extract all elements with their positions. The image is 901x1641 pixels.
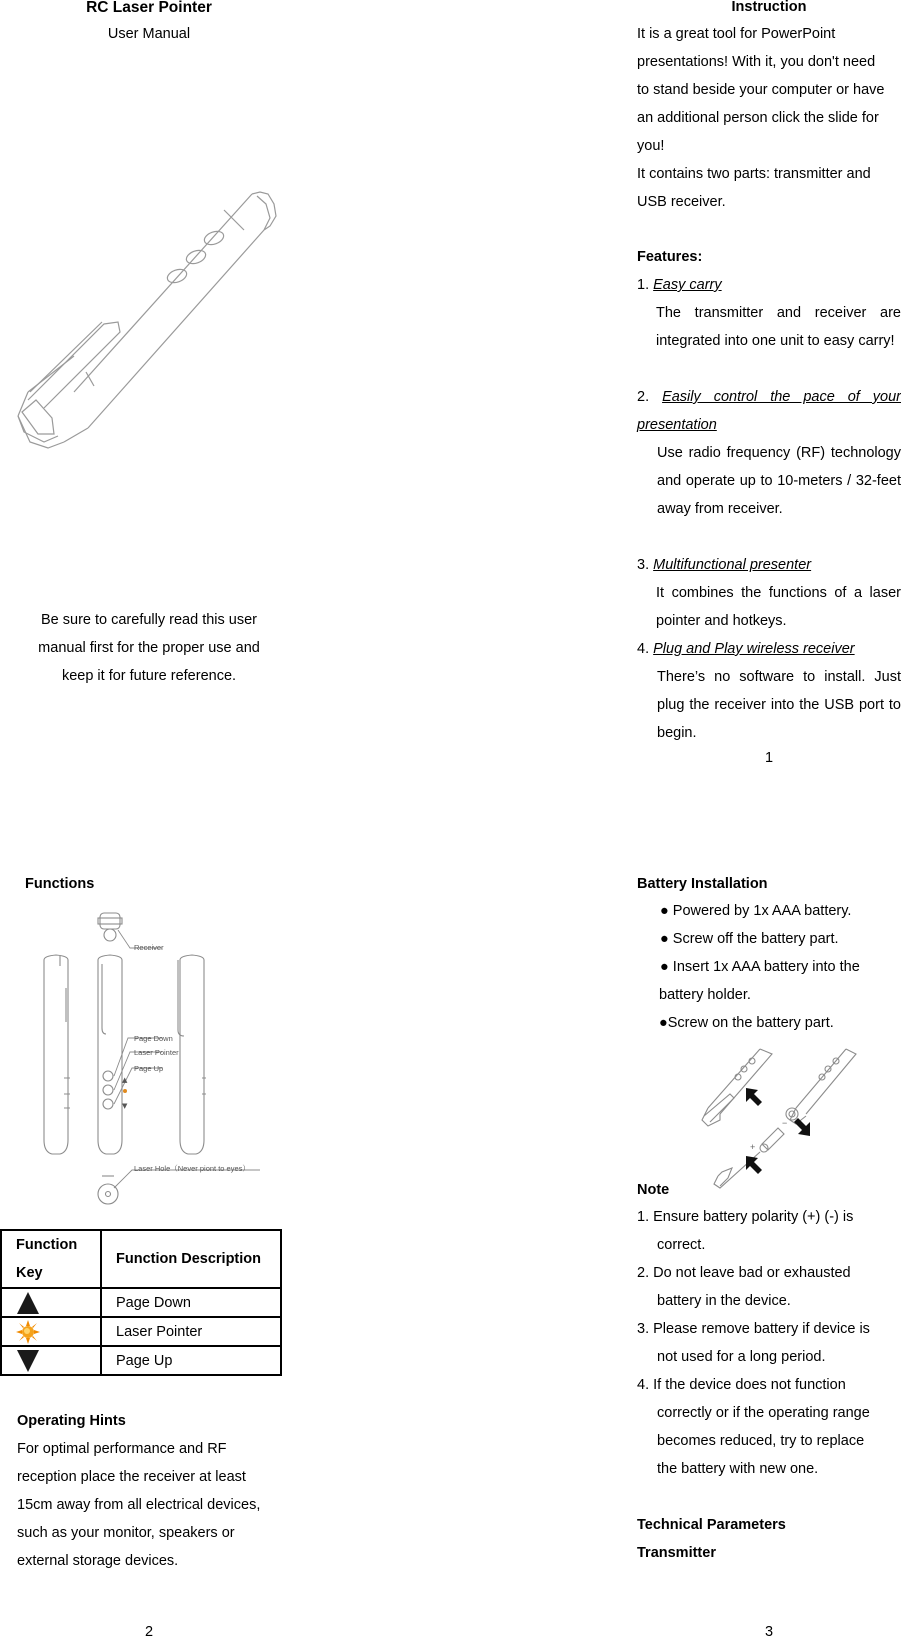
diagram-label-laser-pointer: Laser Pointer <box>134 1048 179 1057</box>
hints-line: such as your monitor, speakers or <box>17 1525 235 1541</box>
note-item <box>637 1371 901 1483</box>
note-line: correctly or if the operating range <box>657 1405 870 1421</box>
note-line: correct. <box>657 1237 706 1253</box>
table-header-description: Function Description <box>101 1230 281 1288</box>
note-item <box>637 1315 901 1371</box>
svg-text:▲: ▲ <box>122 1076 128 1084</box>
feature-title: Easily control the pace of your presentation <box>637 389 901 433</box>
intro-line: you! <box>637 138 665 154</box>
feature-title: Plug and Play wireless receiver <box>653 641 855 657</box>
table-row <box>1 1346 281 1375</box>
transmitter-heading: Transmitter <box>637 1545 716 1561</box>
intro-line: an additional person click the slide for <box>637 110 879 126</box>
battery-step: ●Screw on the battery part. <box>659 1015 834 1031</box>
intro-line: It is a great tool for PowerPoint <box>637 26 836 42</box>
key-cell <box>1 1288 101 1317</box>
battery-steps <box>659 897 901 1037</box>
note-line: not used for a long period. <box>657 1349 826 1365</box>
intro-line: to stand beside your computer or have <box>637 82 885 98</box>
note-line: the battery with new one. <box>657 1461 819 1477</box>
hints-line: external storage devices. <box>17 1553 179 1569</box>
note-line: 3. Please remove battery if device is <box>637 1321 870 1337</box>
technical-parameters-heading: Technical Parameters <box>637 1517 786 1533</box>
feature-4-title <box>637 635 901 663</box>
page-number-1: 1 <box>764 750 774 766</box>
note-item <box>637 1203 901 1259</box>
page-number-2: 2 <box>144 1624 154 1640</box>
feature-number: 4. <box>637 641 650 657</box>
note-line: 1. Ensure battery polarity (+) (-) is <box>637 1209 854 1225</box>
note-line: becomes reduced, try to replace <box>657 1433 865 1449</box>
intro-line: USB receiver. <box>637 194 726 210</box>
table-row <box>1 1288 281 1317</box>
cover-notice-line: Be sure to carefully read this user <box>41 612 257 628</box>
feature-4-text: There’s no software to install. Just plug the receiver into the USB port to begin. <box>657 669 901 741</box>
svg-text:−: − <box>782 1118 788 1128</box>
note-item <box>637 1259 901 1315</box>
feature-2-text: Use radio frequency (RF) technology and operate up to 10-meters / 32-feet away from receiver. <box>657 445 901 517</box>
battery-installation-illustration <box>700 1044 870 1194</box>
laser-pointer-illustration <box>14 186 286 456</box>
cover-title: RC Laser Pointer <box>86 0 212 16</box>
key-cell <box>1 1346 101 1375</box>
feature-3-title <box>637 551 901 579</box>
feature-number: 3. <box>637 557 650 573</box>
description-cell: Page Down <box>101 1288 281 1317</box>
feature-3-text: It combines the functions of a laser pointer and hotkeys. <box>656 585 901 629</box>
battery-step: battery holder. <box>659 987 751 1003</box>
feature-title: Easy carry <box>653 277 722 293</box>
operating-hints-heading: Operating Hints <box>17 1413 126 1429</box>
cover-subtitle: User Manual <box>107 26 191 42</box>
note-line: 4. If the device does not function <box>637 1377 846 1393</box>
features-heading: Features: <box>637 249 703 265</box>
cover-notice-line: manual first for the proper use and <box>38 640 260 656</box>
feature-2-title <box>637 383 901 439</box>
feature-number: 2. <box>637 389 650 405</box>
functions-heading: Functions <box>25 876 95 892</box>
instruction-heading: Instruction <box>731 0 807 15</box>
hints-line: 15cm away from all electrical devices, <box>17 1497 261 1513</box>
operating-hints-text <box>17 1435 292 1575</box>
description-cell: Page Up <box>101 1346 281 1375</box>
notes-list <box>637 1203 901 1483</box>
function-table <box>0 1229 282 1376</box>
feature-1-text: The transmitter and receiver are integrated into one unit to easy carry! <box>656 305 901 349</box>
intro-line: presentations! With it, you don't need <box>637 54 876 70</box>
diagram-label-page-up: Page Up <box>134 1064 164 1073</box>
hints-line: reception place the receiver at least <box>17 1469 246 1485</box>
feature-title: Multifunctional presenter <box>653 557 812 573</box>
diagram-label-page-down: Page Down <box>134 1034 173 1043</box>
description-cell: Laser Pointer <box>101 1317 281 1346</box>
note-line: 2. Do not leave bad or exhausted <box>637 1265 851 1281</box>
intro-line: It contains two parts: transmitter and <box>637 166 871 182</box>
diagram-label-laser-hole: Laser Hole（Never piont to eyes） <box>134 1164 250 1173</box>
table-header-key: Function Key <box>1 1230 101 1288</box>
svg-text:▼: ▼ <box>122 1102 128 1110</box>
feature-number: 1. <box>637 277 650 293</box>
down-triangle-icon <box>16 1349 40 1373</box>
instruction-intro <box>637 20 901 216</box>
key-cell <box>1 1317 101 1346</box>
laser-sun-icon <box>16 1320 40 1344</box>
battery-heading: Battery Installation <box>637 876 768 892</box>
table-header-row <box>1 1230 281 1288</box>
up-triangle-icon <box>16 1291 40 1315</box>
hints-line: For optimal performance and RF <box>17 1441 227 1457</box>
cover-notice-line: keep it for future reference. <box>61 668 237 684</box>
page-number-3: 3 <box>764 1624 774 1640</box>
note-heading: Note <box>637 1182 670 1198</box>
battery-step: ● Powered by 1x AAA battery. <box>660 903 852 919</box>
svg-text:+: + <box>750 1142 756 1152</box>
cover-notice <box>0 606 298 690</box>
note-line: battery in the device. <box>657 1293 791 1309</box>
battery-step: ● Screw off the battery part. <box>660 931 839 947</box>
feature-1-title <box>637 271 901 299</box>
diagram-label-receiver: Receiver <box>134 943 164 952</box>
table-row <box>1 1317 281 1346</box>
battery-step: ● Insert 1x AAA battery into the <box>660 959 860 975</box>
